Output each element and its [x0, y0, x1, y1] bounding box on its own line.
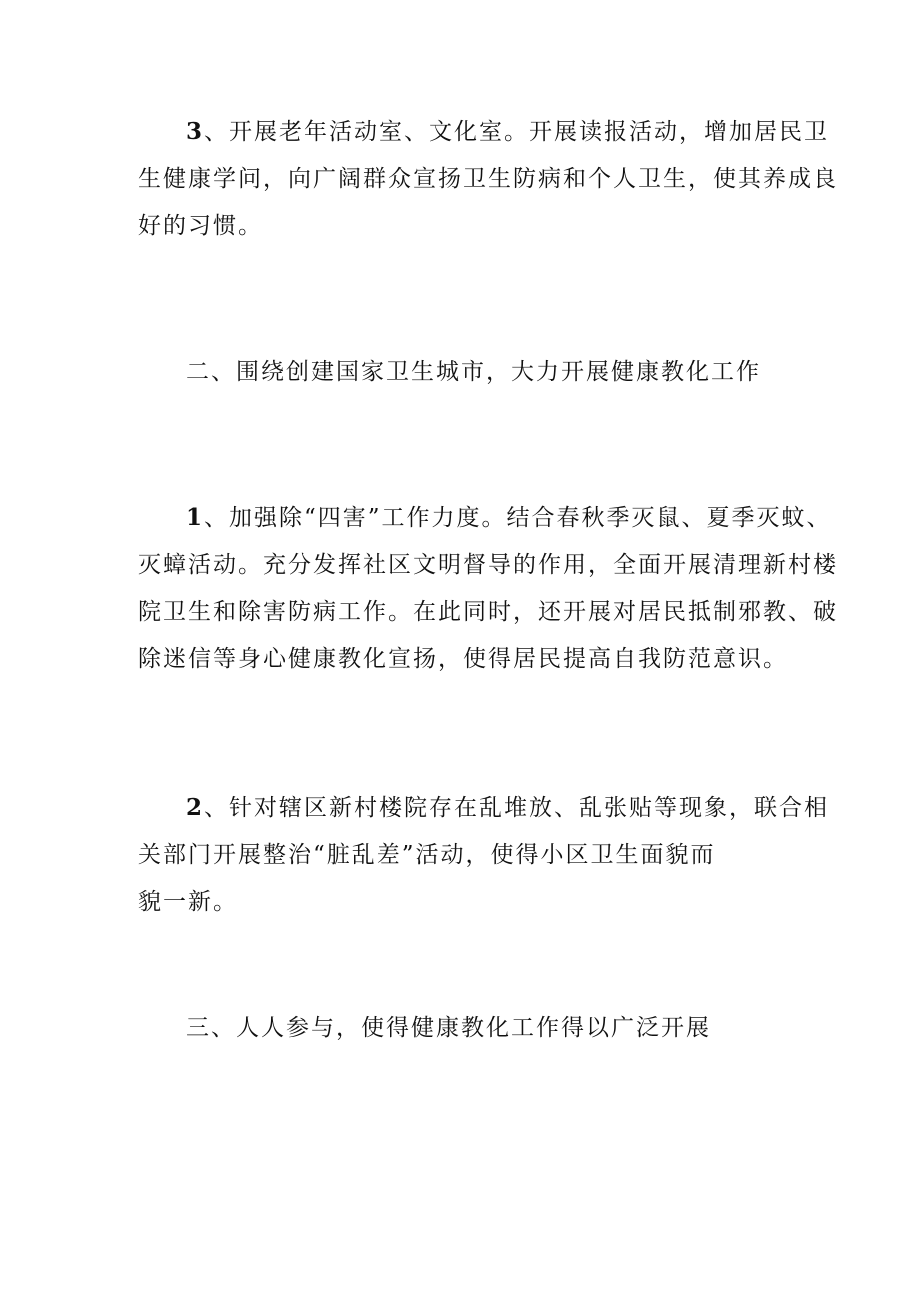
paragraph-line: 好的习惯。 — [138, 213, 263, 239]
paragraph-1 — [138, 494, 838, 683]
line-text: 、开展老年活动室、文化室。开展读报活动，增加居民卫 — [204, 119, 830, 145]
item-number: 2 — [186, 794, 205, 821]
item-number: 1 — [186, 504, 205, 531]
paragraph-line — [138, 108, 830, 156]
line-text: 、针对辖区新村楼院存在乱堆放、乱张贴等现象，联合相 — [204, 795, 830, 821]
paragraph-2 — [138, 784, 830, 926]
paragraph-line: 关部门开展整治“脏乱差”活动，使得小区卫生面貌而 — [138, 842, 716, 868]
paragraph-line: 貌一新。 — [138, 889, 238, 915]
section-heading-3: 三、人人参与，使得健康教化工作得以广泛开展 — [186, 1015, 711, 1041]
paragraph-line — [138, 784, 830, 832]
line-text: 、加强除“四害”工作力度。结合春秋季灭鼠、夏季灭蚊、 — [204, 505, 832, 531]
paragraph-line: 院卫生和除害防病工作。在此同时，还开展对居民抵制邪教、破 — [138, 599, 838, 625]
paragraph-line: 生健康学问，向广阔群众宣扬卫生防病和个人卫生，使其养成良 — [138, 166, 838, 192]
item-number: 3 — [186, 118, 205, 145]
section-heading-2: 二、围绕创建国家卫生城市，大力开展健康教化工作 — [186, 359, 761, 385]
paragraph-3 — [138, 108, 838, 250]
paragraph-line: 除迷信等身心健康教化宣扬，使得居民提高自我防范意识。 — [138, 646, 788, 672]
paragraph-line: 灭蟑活动。充分发挥社区文明督导的作用，全面开展清理新村楼 — [138, 552, 838, 578]
paragraph-line — [138, 494, 832, 542]
